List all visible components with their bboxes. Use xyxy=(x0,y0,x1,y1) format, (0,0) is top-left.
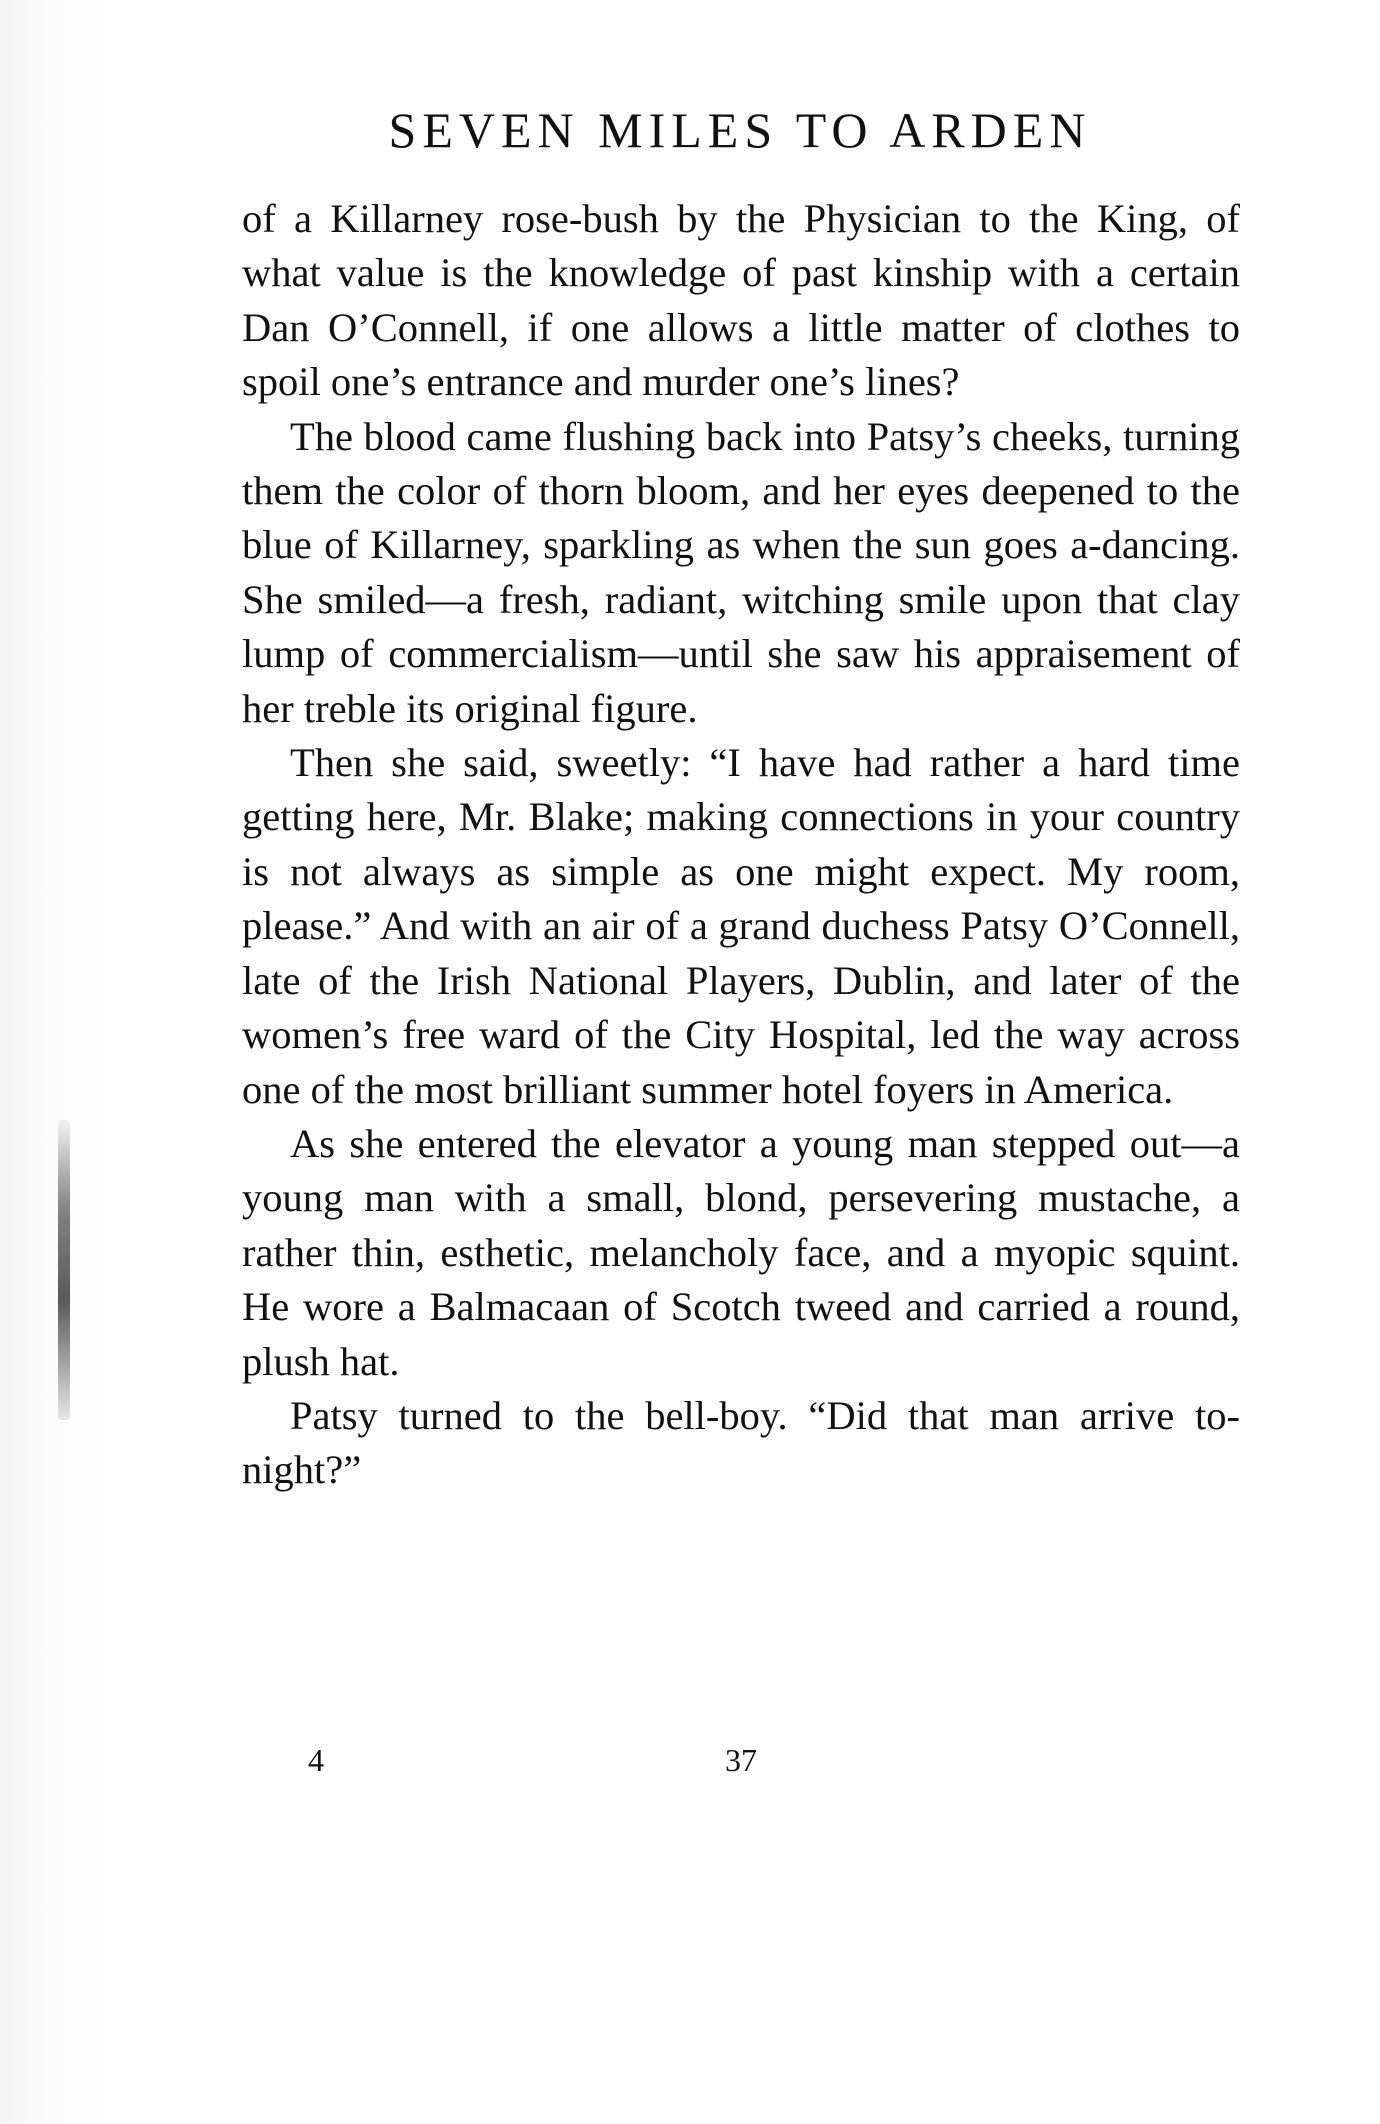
binding-mark xyxy=(58,1120,70,1420)
paragraph: of a Killarney rose-bush by the Physician to the King, of what value is the knowledge of past kinship with a certain Dan O’Connell, if one allows a little matter of clothes to spoil one’s entrance and murder one’s lines? xyxy=(242,196,1240,405)
signature-mark: 4 xyxy=(308,1742,324,1778)
paragraph: Then she said, sweetly: “I have had rather a hard time getting here, Mr. Blake; making connections in your country is not always as simple as one might expect. My room, please.” And with an air of a grand duchess Patsy O’Connell, late of the Irish National Players, Dublin, and later of the women’s free ward of the City Hospital, led the way across one of the most brilliant summer hotel foyers in America. xyxy=(242,740,1240,1112)
paragraph: The blood came flushing back into Patsy’s cheeks, turning them the color of thorn bloom, and her eyes deepened to the blue of Killarney, sparkling as when the sun goes a-dancing. She smiled—a fresh, radiant, witching smile upon that clay lump of commercialism—until she saw his appraisement of her treble its original figure. xyxy=(242,413,1240,731)
page-gutter-shadow xyxy=(0,0,110,2124)
running-head: SEVEN MILES TO ARDEN xyxy=(388,102,1092,158)
page-footer xyxy=(242,1735,1240,1785)
body-text xyxy=(242,192,1240,1498)
paragraph: As she entered the elevator a young man stepped out—a young man with a small, blond, persevering mustache, a rather thin, esthetic, melancholy face, and a myopic squint. He wore a Balmacaan of Scotch tweed and carried a round, plush hat. xyxy=(242,1120,1240,1384)
page-number: 37 xyxy=(725,1742,757,1778)
paragraph: Patsy turned to the bell-boy. “Did that man arrive to-night?” xyxy=(242,1392,1240,1493)
